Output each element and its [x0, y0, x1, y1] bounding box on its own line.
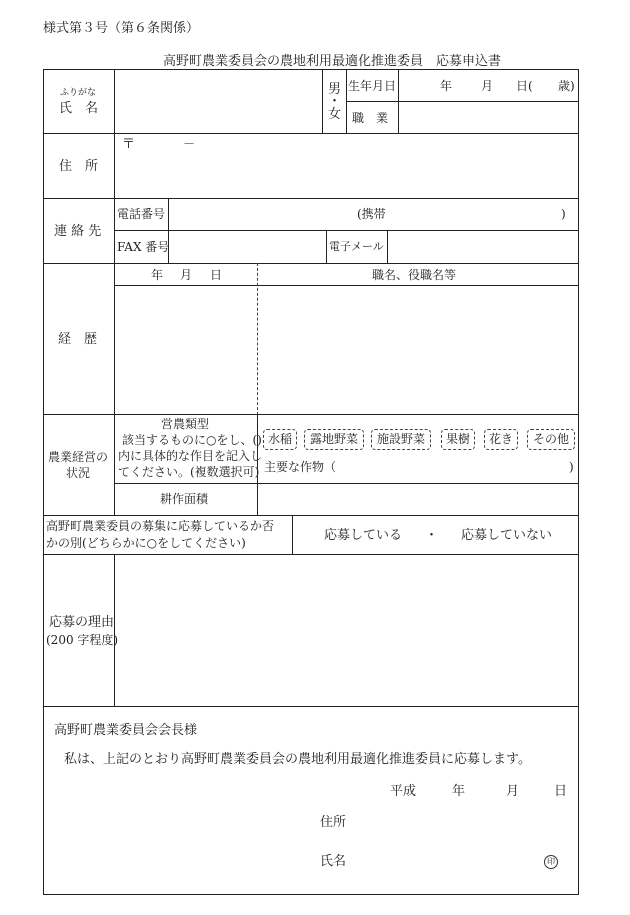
farming-type-title: 営農類型 [161, 417, 210, 431]
fax-field[interactable] [169, 231, 325, 263]
answer-separator: ・ [425, 528, 439, 543]
date-month-unit: 月 [506, 784, 520, 799]
seal-mark: 印 [544, 855, 558, 869]
gender-male[interactable]: 男 [328, 82, 342, 97]
name-label: 氏 名 [59, 101, 99, 116]
phone-field[interactable] [169, 199, 578, 230]
email-field[interactable] [388, 231, 578, 263]
phone-label: 電話番号 [117, 207, 166, 221]
career-date-field[interactable] [115, 286, 256, 414]
gender-separator: ・ [328, 94, 342, 109]
contact-label: 連 絡 先 [54, 224, 102, 239]
birthdate-month-unit: 月 [481, 79, 494, 93]
main-crop-close: ) [569, 460, 574, 474]
occupation-field[interactable] [399, 102, 577, 133]
option-greenhouse-vegetables[interactable]: 施設野菜 [371, 429, 431, 450]
career-year-header: 年 [151, 268, 164, 282]
career-label: 経 歴 [58, 332, 98, 347]
mobile-close: ) [561, 207, 566, 221]
farming-type-desc-3: てください。(複数選択可) [118, 465, 260, 479]
career-position-field[interactable] [259, 286, 578, 414]
fax-label: FAX 番号 [117, 240, 170, 254]
date-day-unit: 日 [554, 784, 568, 799]
address-label: 住 所 [59, 159, 99, 174]
birthdate-label: 生年月日 [348, 79, 397, 93]
signer-address-label: 住所 [320, 815, 347, 830]
option-rice[interactable]: 水稲 [263, 429, 297, 450]
farming-label-line2: 状況 [66, 466, 91, 480]
option-open-field-vegetables[interactable]: 露地野菜 [304, 429, 364, 450]
address-field[interactable] [115, 134, 578, 198]
option-flowers[interactable]: 花き [484, 429, 518, 450]
birthdate-year-unit: 年 [440, 79, 453, 93]
signer-address-field[interactable] [350, 808, 570, 832]
birthdate-day-unit: 日( [516, 79, 533, 93]
option-other[interactable]: その他 [527, 429, 575, 450]
farming-type-desc-2: 内に具体的な作目を記入し [118, 449, 263, 463]
postal-dash: － [183, 137, 196, 151]
career-day-header: 日 [210, 268, 223, 282]
occupation-label: 職 業 [352, 111, 389, 125]
furigana-label: ふりがな [60, 88, 97, 98]
name-field[interactable] [115, 70, 321, 133]
signer-name-field[interactable] [350, 847, 530, 871]
cultivated-area-label: 耕作面積 [160, 492, 209, 506]
reason-note: (200 字程度) [46, 633, 119, 647]
cultivated-area-field[interactable] [259, 484, 578, 515]
date-era: 平成 [390, 784, 417, 799]
addressee: 高野町農業委員会会長様 [54, 723, 198, 738]
answer-applying[interactable]: 応募している [324, 528, 403, 543]
form-number: 様式第３号（第６条関係） [43, 21, 200, 36]
gender-female[interactable]: 女 [328, 107, 342, 122]
main-crop-field[interactable] [340, 457, 570, 477]
option-fruit-trees[interactable]: 果樹 [441, 429, 475, 450]
answer-not-applying[interactable]: 応募していない [461, 528, 553, 543]
postal-mark: 〒 [122, 137, 136, 152]
applying-question-line1: 高野町農業委員の募集に応募しているか否 [46, 519, 275, 533]
career-month-header: 月 [180, 268, 193, 282]
mobile-label: (携帯 [357, 207, 386, 221]
form-title: 高野町農業委員会の農地利用最適化推進委員 応募申込書 [163, 54, 502, 69]
farming-label-line1: 農業経営の [48, 450, 109, 464]
farming-type-desc-1: 該当するものに○をし、() [122, 433, 262, 447]
age-unit: 歳) [558, 79, 575, 93]
declaration-statement: 私は、上記のとおり高野町農業委員会の農地利用最適化推進委員に応募します。 [64, 752, 531, 767]
date-year-unit: 年 [452, 784, 466, 799]
applying-question-line2: かの別(どちらかに○をしてください) [46, 536, 246, 550]
signer-name-label: 氏名 [320, 854, 347, 869]
career-position-header: 職名、役職名等 [372, 268, 457, 282]
reason-field[interactable] [115, 555, 578, 705]
reason-label: 応募の理由 [49, 615, 115, 630]
main-crop-label: 主要な作物（ [264, 460, 337, 474]
email-label: 電子メール [329, 240, 384, 253]
